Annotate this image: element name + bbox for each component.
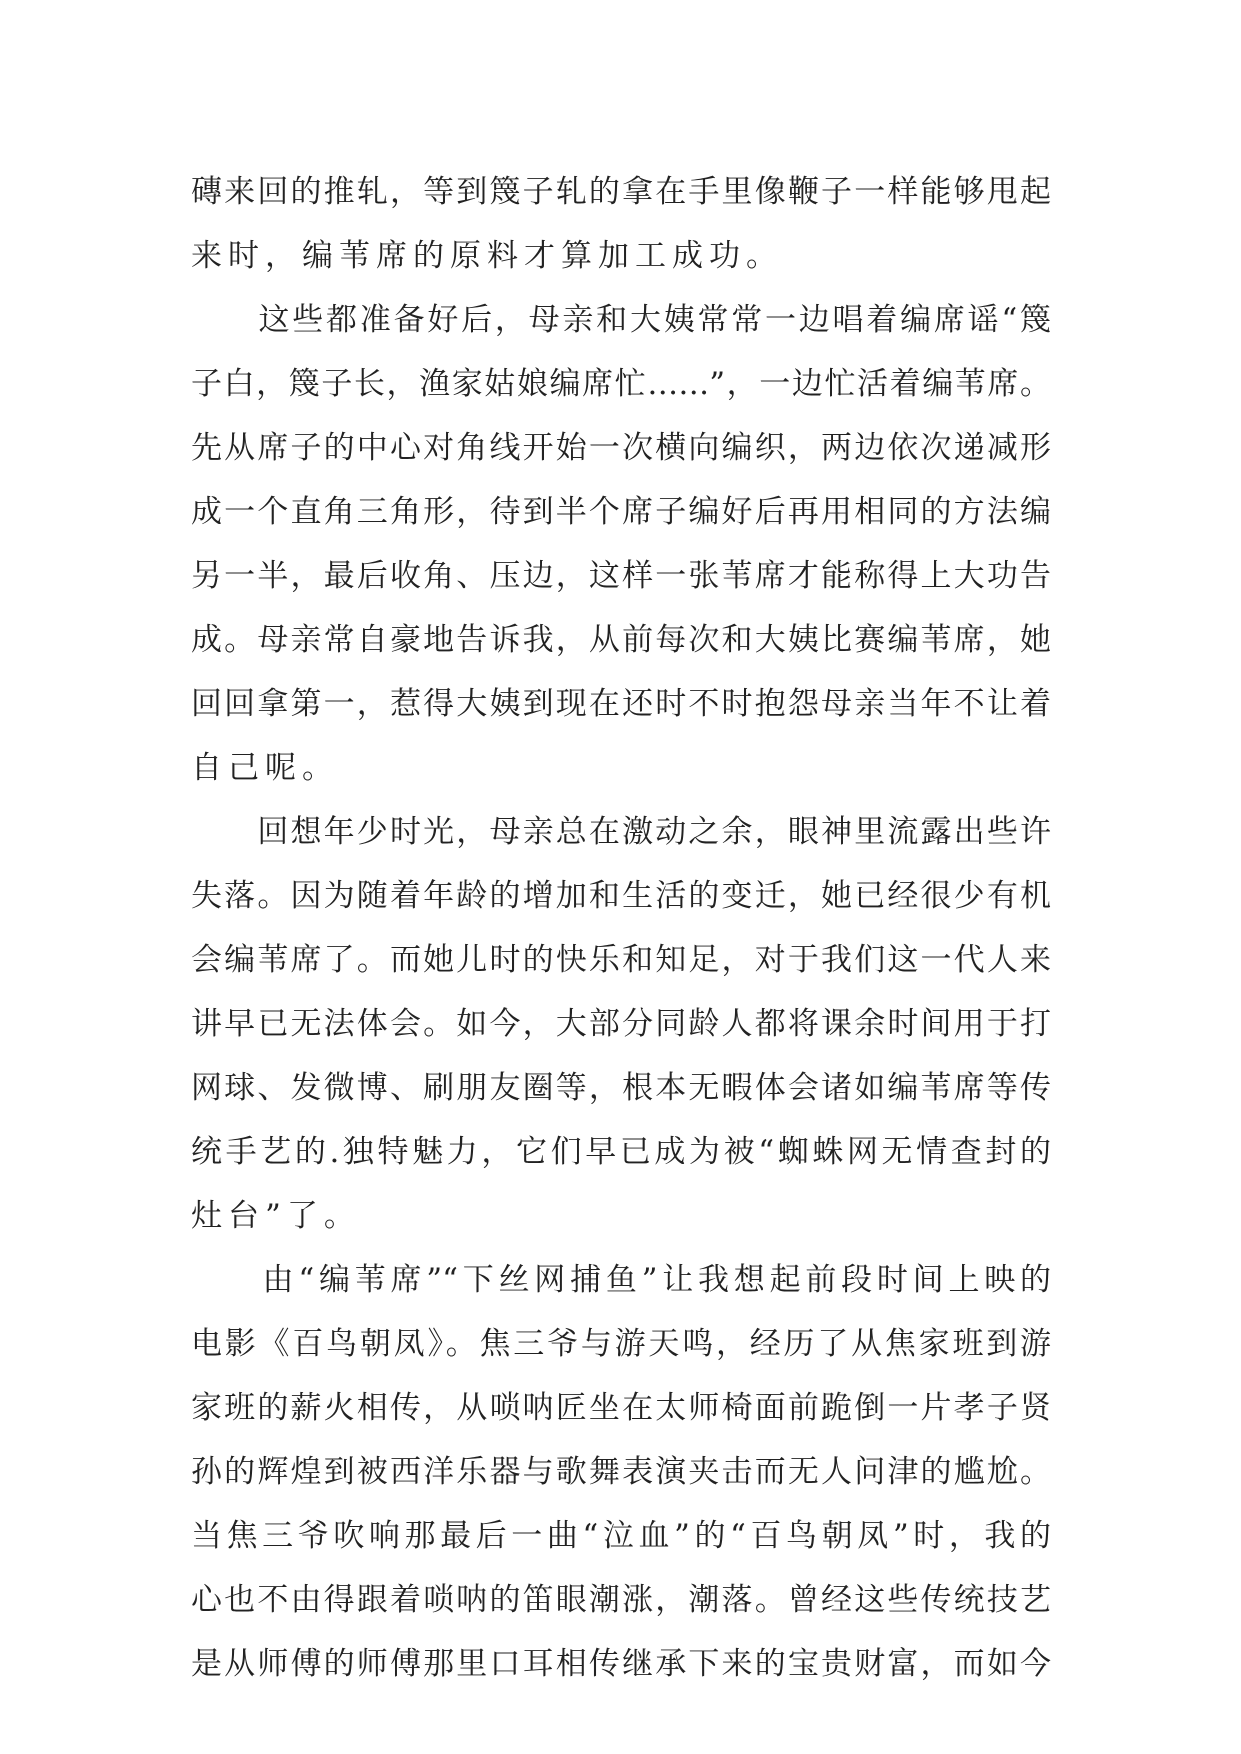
text-line: 子白，篾子长，渔家姑娘编席忙……”，一边忙活着编苇席。 [191,366,1051,402]
text-line: 会编苇席了。而她儿时的快乐和知足，对于我们这一代人来 [191,942,1051,978]
document-body [191,160,1051,1696]
text-line: 灶台”了。 [191,1198,361,1234]
text-line: 心也不由得跟着唢呐的笛眼潮涨，潮落。曾经这些传统技艺 [191,1582,1051,1618]
text-line: 孙的辉煌到被西洋乐器与歌舞表演夹击而无人问津的尴尬。 [191,1454,1051,1490]
text-line: 家班的薪火相传，从唢呐匠坐在太师椅面前跪倒一片孝子贤 [191,1390,1051,1426]
paragraph [191,1248,1051,1696]
text-line: 是从师傅的师傅那里口耳相传继承下来的宝贵财富，而如今 [191,1646,1051,1682]
text-line: 回回拿第一，惹得大姨到现在还时不时抱怨母亲当年不让着 [191,686,1051,722]
text-line: 来时，编苇席的原料才算加工成功。 [191,238,783,274]
text-line: 成。母亲常自豪地告诉我，从前每次和大姨比赛编苇席，她 [191,622,1051,658]
paragraph [191,288,1051,800]
text-line: 讲早已无法体会。如今，大部分同龄人都将课余时间用于打 [191,1006,1051,1042]
text-line: 电影《百鸟朝凤》。焦三爷与游天鸣，经历了从焦家班到游 [191,1326,1051,1362]
text-line: 这些都准备好后，母亲和大姨常常一边唱着编席谣“篾 [191,302,1051,338]
text-line: 统手艺的.独特魅力，它们早已成为被“蜘蛛网无情查封的 [191,1134,1051,1170]
text-line: 失落。因为随着年龄的增加和生活的变迁，她已经很少有机 [191,878,1051,914]
paragraph [191,800,1051,1248]
paragraph [191,160,1051,288]
text-line: 先从席子的中心对角线开始一次横向编织，两边依次递减形 [191,430,1051,466]
text-line: 当焦三爷吹响那最后一曲“泣血”的“百鸟朝凤”时，我的 [191,1518,1051,1554]
text-line: 另一半，最后收角、压边，这样一张苇席才能称得上大功告 [191,558,1051,594]
text-line: 网球、发微博、刷朋友圈等，根本无暇体会诸如编苇席等传 [191,1070,1051,1106]
text-line: 磚来回的推轧，等到篾子轧的拿在手里像鞭子一样能够甩起 [191,174,1051,210]
text-line: 自己呢。 [191,750,339,786]
text-line: 成一个直角三角形，待到半个席子编好后再用相同的方法编 [191,494,1051,530]
text-line: 由“编苇席”“下丝网捕鱼”让我想起前段时间上映的 [191,1262,1051,1298]
text-line: 回想年少时光，母亲总在激动之余，眼神里流露出些许 [191,814,1051,850]
